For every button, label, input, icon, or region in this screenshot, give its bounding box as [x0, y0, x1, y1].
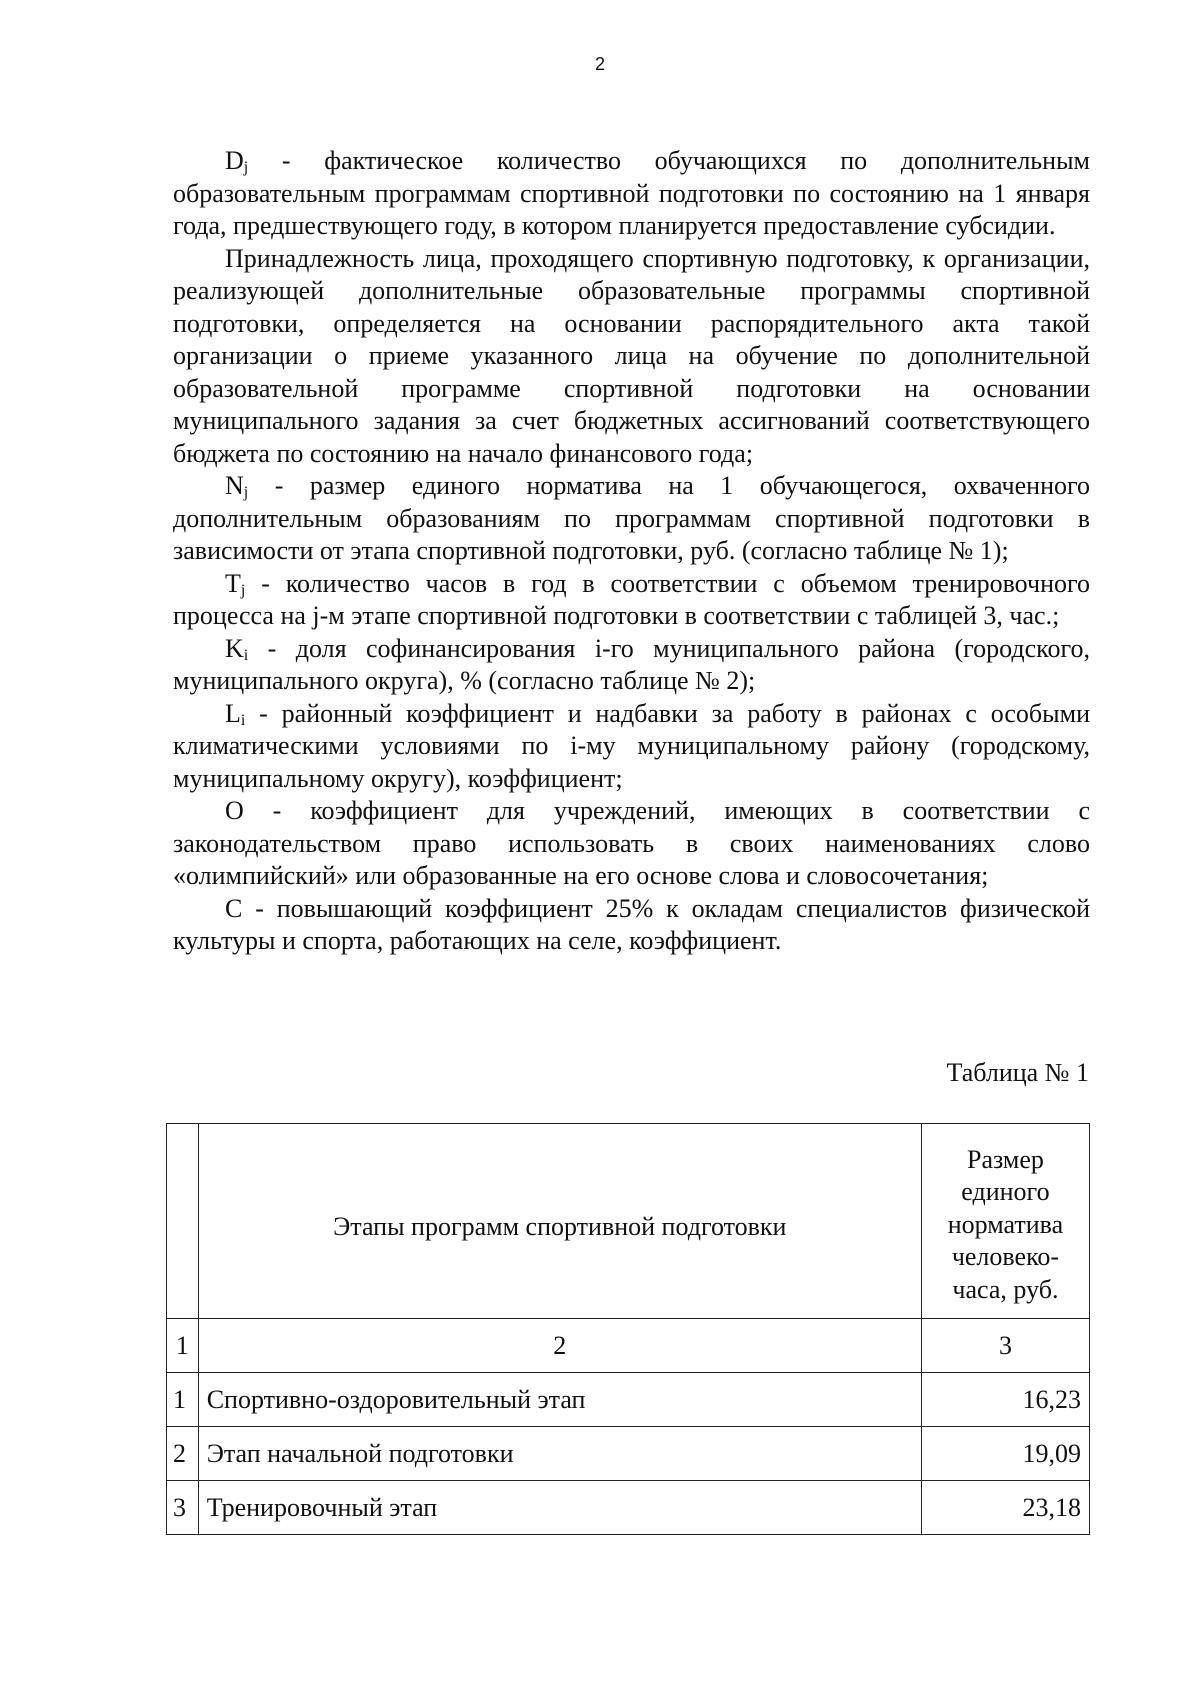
- paragraph-t-j: [173, 568, 1090, 633]
- paragraph-n-j: [173, 470, 1090, 568]
- paragraph-l-i: [173, 698, 1090, 796]
- paragraph-text: Принадлежность лица, проходящего спортивную подготовку, к организации, реализующей дополнительные образовательные программы спортивной подготовки, определяется на основании распорядительного акта такой организации о приеме указанного лица на обучение по дополнительной образовательной программе спортивной подготовки на основании муниципального задания за счет бюджетных ассигнований соответствующего бюджета по состоянию на начало финансового года;: [173, 243, 1090, 468]
- row-num-cell: 1: [167, 1373, 199, 1427]
- index-cell: 2: [198, 1319, 921, 1373]
- header-norm-line: Размер: [966, 1144, 1044, 1174]
- paragraph-text: - доля софинансирования i-го муниципального района (городского, муниципального округа), % (согласно таблице № 2);: [173, 633, 1090, 695]
- header-stage-cell: Этапы программ спортивной подготовки: [198, 1124, 921, 1319]
- symbol-t: T: [225, 568, 241, 598]
- paragraph-text: - фактическое количество обучающихся по дополнительным образовательным программам спортивной подготовки по состоянию на 1 января года, предшествующего году, в котором планируется предоставление субсидии.: [173, 146, 1090, 240]
- subscript-j: j: [243, 484, 249, 501]
- header-norm-line: часа, руб.: [952, 1274, 1059, 1304]
- paragraph-text: С - повышающий коэффициент 25% к окладам специалистов физической культуры и спорта, работающих на селе, коэффициент.: [173, 893, 1090, 955]
- table-row: [167, 1373, 1090, 1427]
- paragraph-membership: [173, 243, 1090, 471]
- row-value-cell: 19,09: [921, 1427, 1089, 1481]
- subscript-i: i: [240, 711, 246, 729]
- row-stage-cell: Тренировочный этап: [198, 1481, 921, 1535]
- row-value-cell: 16,23: [921, 1373, 1089, 1427]
- paragraph-text: - количество часов в год в соответствии с объемом тренировочного процесса на j-м этапе спортивной подготовки в соответствии с таблицей 3, час.;: [173, 568, 1090, 630]
- paragraph-text: - размер единого норматива на 1 обучающегося, охваченного дополнительным образованиям по программам спортивной подготовки в зависимости от этапа спортивной подготовки, руб. (согласно таблице № 1);: [173, 471, 1090, 565]
- paragraph-k-i: [173, 633, 1090, 698]
- table-row: [167, 1481, 1090, 1535]
- table-header-row: [167, 1124, 1090, 1319]
- subscript-i: i: [243, 646, 249, 664]
- header-num-cell: [167, 1124, 199, 1319]
- paragraph-d-j: [173, 145, 1090, 243]
- row-num-cell: 3: [167, 1481, 199, 1535]
- header-norm-cell: [921, 1124, 1089, 1319]
- table-row: [167, 1427, 1090, 1481]
- symbol-n: N: [225, 471, 244, 500]
- symbol-l: L: [225, 698, 241, 728]
- symbol-k: K: [225, 633, 244, 663]
- header-norm-line: норматива: [947, 1209, 1064, 1239]
- subscript-j: j: [240, 581, 246, 599]
- body-text: [173, 145, 1090, 958]
- paragraph-c: [173, 893, 1090, 958]
- paragraph-text: - районный коэффициент и надбавки за работу в районах с особыми климатическими условиями по i-му муниципальному району (городскому, муниципальному округу), коэффициент;: [173, 698, 1090, 793]
- paragraph-o: [173, 795, 1090, 893]
- index-cell: 3: [921, 1319, 1089, 1373]
- symbol-d: D: [225, 146, 244, 175]
- table-index-row: [167, 1319, 1090, 1373]
- subscript-j: j: [243, 159, 249, 176]
- paragraph-text: О - коэффициент для учреждений, имеющих в соответствии с законодательством право использовать в своих наименованиях слово «олимпийский» или образованные на его основе слова и словосочетания;: [173, 796, 1090, 890]
- row-stage-cell: Этап начальной подготовки: [198, 1427, 921, 1481]
- row-num-cell: 2: [167, 1427, 199, 1481]
- row-stage-cell: Спортивно-оздоровительный этап: [198, 1373, 921, 1427]
- header-norm-line: человеко-: [951, 1242, 1060, 1272]
- page-number: 2: [594, 54, 605, 74]
- header-norm-line: единого: [961, 1177, 1050, 1207]
- norms-table: [166, 1123, 1090, 1535]
- index-cell: 1: [167, 1319, 199, 1373]
- table-caption: Таблица № 1: [946, 1058, 1089, 1087]
- row-value-cell: 23,18: [921, 1481, 1089, 1535]
